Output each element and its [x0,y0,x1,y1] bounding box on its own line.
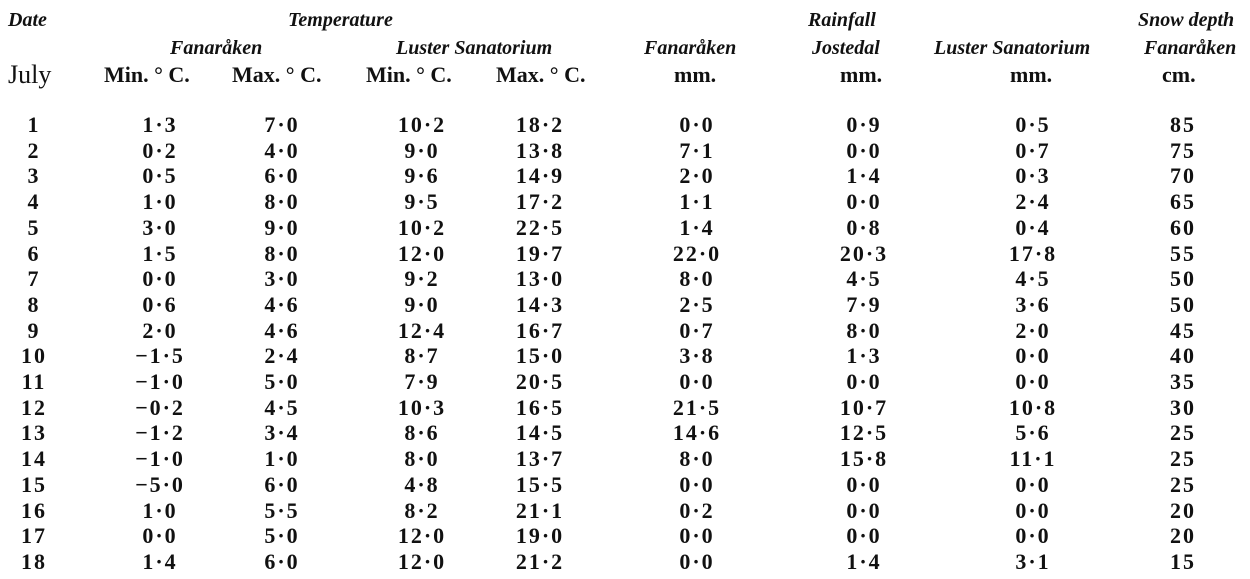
cell-rain-luster: 2·4 [1015,189,1051,215]
table-row [0,472,1250,498]
cell-rain-fanaraken: 0·0 [679,112,715,137]
cell-fanaraken-min: 1·0 [142,497,178,523]
cell-rain-jostedal: 10·7 [839,394,889,420]
cell-luster-max: 13·7 [515,446,565,472]
cell-fanaraken-min: −0·2 [135,394,185,420]
cell-fanaraken-max: 7·0 [264,112,300,137]
cell-rain-luster: 0·7 [1015,137,1051,163]
header-fanaraken-temp: Fanaråken [170,37,263,59]
cell-rain-jostedal: 0·8 [846,214,882,240]
cell-luster-min: 9·5 [404,189,440,215]
cell-fanaraken-min: −5·0 [135,471,185,497]
cell-fanaraken-min: 0·0 [142,266,178,292]
cell-day: 5 [27,214,41,240]
cell-fanaraken-max: 2·4 [264,343,300,369]
header-temperature: Temperature [288,9,393,31]
cell-luster-min: 10·2 [397,112,447,137]
cell-snow-depth: 50 [1170,266,1196,292]
cell-rain-fanaraken: 2·5 [679,291,715,317]
cell-rain-fanaraken: 0·0 [679,471,715,497]
cell-fanaraken-min: 1·3 [142,112,178,137]
cell-snow-depth: 55 [1170,240,1196,266]
cell-luster-min: 8·7 [404,343,440,369]
cell-luster-min: 9·0 [404,291,440,317]
cell-rain-luster: 0·3 [1015,163,1051,189]
cell-rain-fanaraken: 0·0 [679,369,715,394]
cell-rain-jostedal: 1·4 [846,548,882,574]
cell-rain-luster: 2·0 [1015,317,1051,343]
cell-fanaraken-min: 2·0 [142,317,178,343]
cell-rain-jostedal: 0·0 [846,471,882,497]
cell-snow-depth: 75 [1170,137,1196,163]
cell-luster-max: 13·8 [515,137,565,163]
cell-rain-jostedal: 7·9 [846,291,882,317]
cell-snow-depth: 40 [1170,343,1196,369]
cell-day: 17 [21,523,47,549]
cell-rain-fanaraken: 21·5 [672,394,722,420]
cell-day: 15 [21,471,47,497]
cell-fanaraken-max: 6·0 [264,471,300,497]
cell-snow-depth: 85 [1170,112,1196,137]
table-row [0,266,1250,292]
cell-fanaraken-max: 3·4 [264,420,300,446]
cell-rain-fanaraken: 22·0 [672,240,722,266]
header-jostedal: Jostedal [812,37,880,59]
cell-rain-fanaraken: 0·0 [679,523,715,549]
cell-fanaraken-max: 9·0 [264,214,300,240]
cell-fanaraken-max: 4·6 [264,317,300,343]
header-snow-fanaraken: Fanaråken [1144,37,1237,59]
cell-rain-fanaraken: 8·0 [679,266,715,292]
cell-fanaraken-max: 6·0 [264,163,300,189]
cell-day: 12 [21,394,47,420]
cell-fanaraken-max: 8·0 [264,189,300,215]
cell-fanaraken-min: −1·5 [135,343,185,369]
cell-snow-depth: 50 [1170,291,1196,317]
cell-rain-jostedal: 0·0 [846,369,882,394]
cell-rain-jostedal: 0·0 [846,523,882,549]
table-row [0,241,1250,267]
cell-luster-max: 20·5 [515,369,565,394]
cell-rain-luster: 17·8 [1008,240,1058,266]
cell-snow-depth: 25 [1170,420,1196,446]
cell-rain-fanaraken: 14·6 [672,420,722,446]
cell-day: 10 [21,343,47,369]
cell-rain-jostedal: 15·8 [839,446,889,472]
cell-day: 16 [21,497,47,523]
cell-fanaraken-max: 5·0 [264,369,300,394]
cell-rain-luster: 0·0 [1015,471,1051,497]
cell-rain-fanaraken: 3·8 [679,343,715,369]
header-luster-rain: Luster Sanatorium [934,37,1091,59]
table-row [0,395,1250,421]
cell-luster-min: 9·0 [404,137,440,163]
cell-fanaraken-max: 4·0 [264,137,300,163]
table-row [0,420,1250,446]
cell-luster-min: 9·2 [404,266,440,292]
cell-rain-luster: 0·0 [1015,343,1051,369]
cell-rain-fanaraken: 8·0 [679,446,715,472]
table-row [0,292,1250,318]
cell-rain-luster: 0·0 [1015,523,1051,549]
cell-rain-fanaraken: 1·4 [679,214,715,240]
cell-fanaraken-min: −1·0 [135,369,185,394]
cell-luster-max: 16·5 [515,394,565,420]
cell-rain-jostedal: 0·0 [846,497,882,523]
header-mm-luster: mm. [1010,62,1053,87]
cell-rain-luster: 0·0 [1015,497,1051,523]
cell-snow-depth: 65 [1170,189,1196,215]
table-row [0,189,1250,215]
cell-fanaraken-min: 0·2 [142,137,178,163]
table-row [0,138,1250,164]
header-mm-jostedal: mm. [840,62,883,87]
table-row [0,343,1250,369]
cell-luster-max: 18·2 [515,112,565,137]
cell-fanaraken-min: 1·4 [142,548,178,574]
cell-luster-min: 9·6 [404,163,440,189]
cell-luster-min: 8·0 [404,446,440,472]
cell-snow-depth: 20 [1170,523,1196,549]
cell-luster-min: 12·0 [397,240,447,266]
table-row [0,549,1250,575]
cell-rain-luster: 3·6 [1015,291,1051,317]
cell-luster-max: 15·0 [515,343,565,369]
cell-day: 4 [27,189,41,215]
cell-luster-max: 15·5 [515,471,565,497]
cell-luster-max: 14·3 [515,291,565,317]
header-luster-temp: Luster Sanatorium [396,37,553,59]
cell-luster-max: 13·0 [515,266,565,292]
cell-fanaraken-max: 5·5 [264,497,300,523]
cell-snow-depth: 20 [1170,497,1196,523]
cell-day: 1 [27,112,41,137]
cell-fanaraken-min: 0·5 [142,163,178,189]
cell-luster-min: 10·3 [397,394,447,420]
cell-rain-jostedal: 20·3 [839,240,889,266]
cell-luster-max: 21·1 [515,497,565,523]
header-max-c-luster: Max. ° C. [496,62,586,87]
table-row [0,215,1250,241]
cell-fanaraken-max: 4·5 [264,394,300,420]
cell-rain-fanaraken: 1·1 [679,189,715,215]
cell-rain-jostedal: 4·5 [846,266,882,292]
header-mm-fanaraken: mm. [674,62,717,87]
cell-fanaraken-min: 3·0 [142,214,178,240]
cell-luster-max: 19·7 [515,240,565,266]
cell-day: 7 [27,266,41,292]
cell-fanaraken-max: 1·0 [264,446,300,472]
cell-rain-luster: 4·5 [1015,266,1051,292]
cell-rain-fanaraken: 2·0 [679,163,715,189]
cell-day: 3 [27,163,41,189]
cell-rain-luster: 0·5 [1015,112,1051,137]
cell-snow-depth: 25 [1170,446,1196,472]
cell-luster-min: 4·8 [404,471,440,497]
cell-fanaraken-min: −1·0 [135,446,185,472]
cell-rain-fanaraken: 0·7 [679,317,715,343]
cell-day: 13 [21,420,47,446]
cell-rain-jostedal: 0·9 [846,112,882,137]
cell-fanaraken-min: 0·0 [142,523,178,549]
cell-snow-depth: 15 [1170,548,1196,574]
header-snow-depth: Snow depth [1138,9,1235,31]
cell-luster-min: 12·0 [397,523,447,549]
cell-snow-depth: 70 [1170,163,1196,189]
table-row [0,163,1250,189]
cell-fanaraken-max: 5·0 [264,523,300,549]
cell-fanaraken-max: 6·0 [264,548,300,574]
table-row [0,446,1250,472]
cell-luster-min: 10·2 [397,214,447,240]
cell-snow-depth: 30 [1170,394,1196,420]
cell-snow-depth: 45 [1170,317,1196,343]
cell-luster-max: 17·2 [515,189,565,215]
cell-fanaraken-min: 0·6 [142,291,178,317]
cell-rain-jostedal: 1·4 [846,163,882,189]
cell-rain-fanaraken: 7·1 [679,137,715,163]
cell-fanaraken-max: 8·0 [264,240,300,266]
cell-rain-jostedal: 12·5 [839,420,889,446]
cell-luster-min: 7·9 [404,369,440,394]
header-fanaraken-rain: Fanaråken [644,37,737,59]
cell-day: 8 [27,291,41,317]
header-min-c-fanaraken: Min. ° C. [104,62,190,87]
cell-luster-max: 16·7 [515,317,565,343]
header-date: Date [8,9,47,31]
cell-luster-max: 21·2 [515,548,565,574]
cell-day: 6 [27,240,41,266]
cell-luster-min: 12·4 [397,317,447,343]
cell-luster-max: 14·5 [515,420,565,446]
header-rainfall: Rainfall [808,9,876,31]
cell-day: 9 [27,317,41,343]
cell-fanaraken-max: 4·6 [264,291,300,317]
cell-day: 14 [21,446,47,472]
cell-luster-max: 19·0 [515,523,565,549]
cell-rain-fanaraken: 0·2 [679,497,715,523]
table-row [0,498,1250,524]
cell-rain-jostedal: 1·3 [846,343,882,369]
cell-rain-luster: 10·8 [1008,394,1058,420]
cell-luster-min: 8·2 [404,497,440,523]
cell-rain-jostedal: 8·0 [846,317,882,343]
cell-fanaraken-min: 1·5 [142,240,178,266]
cell-luster-min: 8·6 [404,420,440,446]
header-min-c-luster: Min. ° C. [366,62,452,87]
table-row [0,318,1250,344]
table-row [0,523,1250,549]
cell-luster-min: 12·0 [397,548,447,574]
header-july: July [8,60,52,89]
header-cm-snow: cm. [1162,62,1196,87]
cell-fanaraken-min: 1·0 [142,189,178,215]
cell-fanaraken-min: −1·2 [135,420,185,446]
cell-snow-depth: 35 [1170,369,1196,394]
cell-rain-luster: 3·1 [1015,548,1051,574]
cell-rain-luster: 0·4 [1015,214,1051,240]
cell-fanaraken-max: 3·0 [264,266,300,292]
header-max-c-fanaraken: Max. ° C. [232,62,322,87]
table-row [0,369,1250,395]
cell-day: 11 [21,369,47,394]
cell-snow-depth: 25 [1170,471,1196,497]
cell-snow-depth: 60 [1170,214,1196,240]
cell-luster-max: 14·9 [515,163,565,189]
cell-day: 2 [27,137,41,163]
cell-rain-luster: 5·6 [1015,420,1051,446]
table-row [0,112,1250,138]
cell-rain-luster: 0·0 [1015,369,1051,394]
cell-rain-luster: 11·1 [1009,446,1057,472]
cell-rain-jostedal: 0·0 [846,189,882,215]
cell-luster-max: 22·5 [515,214,565,240]
cell-day: 18 [21,548,47,574]
cell-rain-fanaraken: 0·0 [679,548,715,574]
cell-rain-jostedal: 0·0 [846,137,882,163]
